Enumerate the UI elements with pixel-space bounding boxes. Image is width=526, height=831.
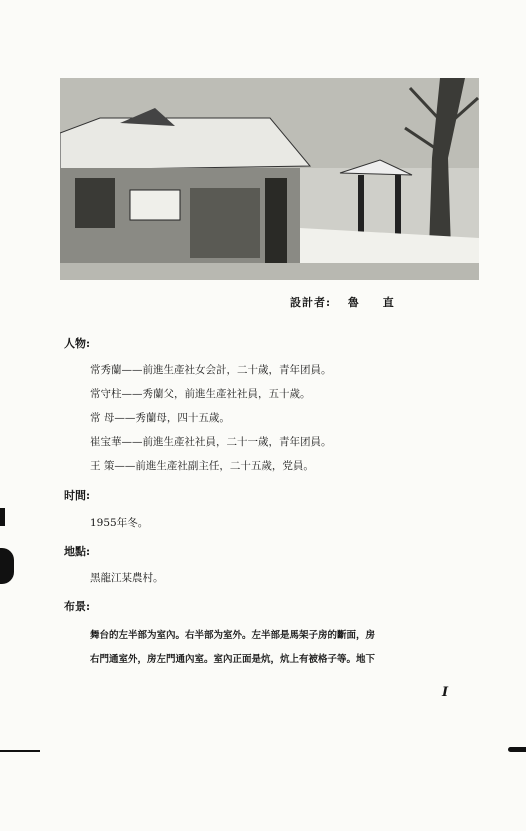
stage-design-illustration	[60, 78, 479, 280]
character-line: 崔宝華——前進生產社社員，二十一歲，青年团員。	[90, 436, 332, 448]
scan-edge-mark	[0, 548, 14, 584]
characters-heading: 人物:	[64, 337, 91, 350]
designer-label: 設計者:	[290, 296, 332, 309]
scan-edge-mark	[0, 750, 40, 752]
page-number: I	[442, 685, 449, 700]
character-line: 常 母——秀蘭母，四十五歲。	[90, 412, 230, 424]
scan-edge-mark	[508, 747, 526, 752]
designer-name: 魯 直	[347, 296, 404, 309]
character-line: 常秀蘭——前進生產社女会計，二十歲，青年团員。	[90, 364, 332, 376]
character-line: 王 策——前進生產社副主任，二十五歲，党員。	[90, 460, 314, 472]
time-heading: 时間:	[64, 489, 91, 502]
designer-credit	[290, 294, 450, 310]
place-text: 黑龍江某農村。	[90, 572, 164, 584]
character-line: 常守柱——秀蘭父，前進生產社社員，五十歲。	[90, 388, 311, 400]
setting-line: 右門通室外，房左門通內室。室內正面是炕，炕上有被格子等。地下	[90, 654, 376, 665]
setting-heading: 布景:	[64, 600, 91, 613]
scan-edge-mark	[0, 508, 5, 526]
setting-line: 舞台的左半部为室內。右半部为室外。左半部是馬架子房的斷面，房	[90, 630, 376, 641]
place-heading: 地點:	[64, 545, 91, 558]
time-text: 1955年冬。	[90, 517, 149, 529]
